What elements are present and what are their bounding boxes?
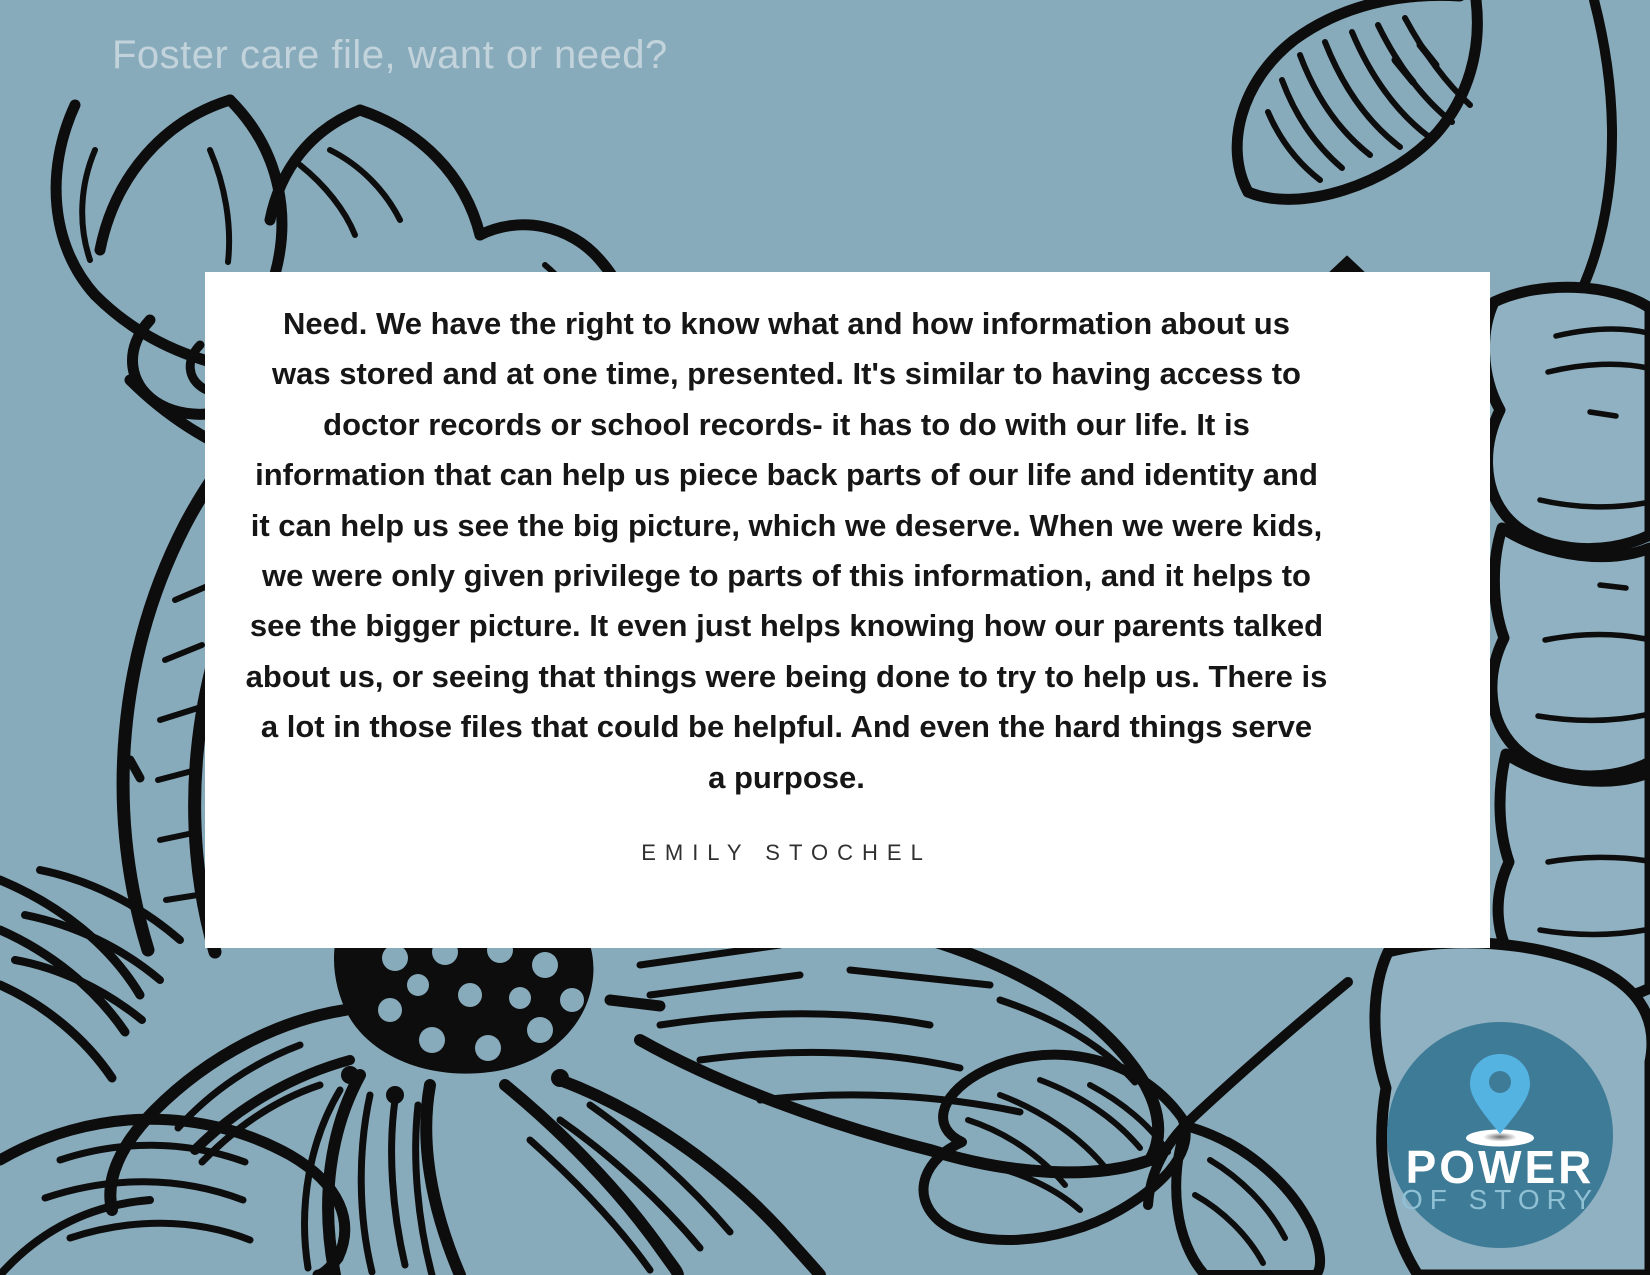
quote-line: a lot in those files that could be helpful. And even the hard things serve <box>260 709 1313 745</box>
quote-card <box>205 272 1490 948</box>
location-pin-icon <box>1460 1050 1540 1150</box>
logo-text-power: POWER <box>1405 1141 1595 1193</box>
quote-line: was stored and at one time, presented. It's similar to having access to <box>272 356 1301 392</box>
logo-text-of-story: OF STORY <box>1400 1184 1600 1215</box>
quote-line: about us, or seeing that things were being done to try to help us. There is <box>245 658 1328 694</box>
power-of-story-logo <box>1387 1022 1613 1248</box>
quote-line: information that can help us piece back parts of our life and identity and <box>255 457 1318 493</box>
quote-line: see the bigger picture. It even just helps knowing how our parents talked <box>249 608 1324 644</box>
quote-line: we were only given privilege to parts of this information, and it helps to <box>262 558 1311 594</box>
quote-line: a purpose. <box>708 759 865 795</box>
quote-text <box>205 299 1368 803</box>
quote-line: Need. We have the right to know what and how information about us <box>283 306 1290 341</box>
attribution: EMILY STOCHEL <box>641 840 932 865</box>
quote-line: it can help us see the big picture, which we deserve. When we were kids, <box>250 507 1323 543</box>
bottom-right-leaves-line-art <box>923 982 1348 1275</box>
page-title: Foster care file, want or need? <box>112 33 668 77</box>
quote-line: doctor records or school records- it has to do with our life. It is <box>323 406 1250 442</box>
